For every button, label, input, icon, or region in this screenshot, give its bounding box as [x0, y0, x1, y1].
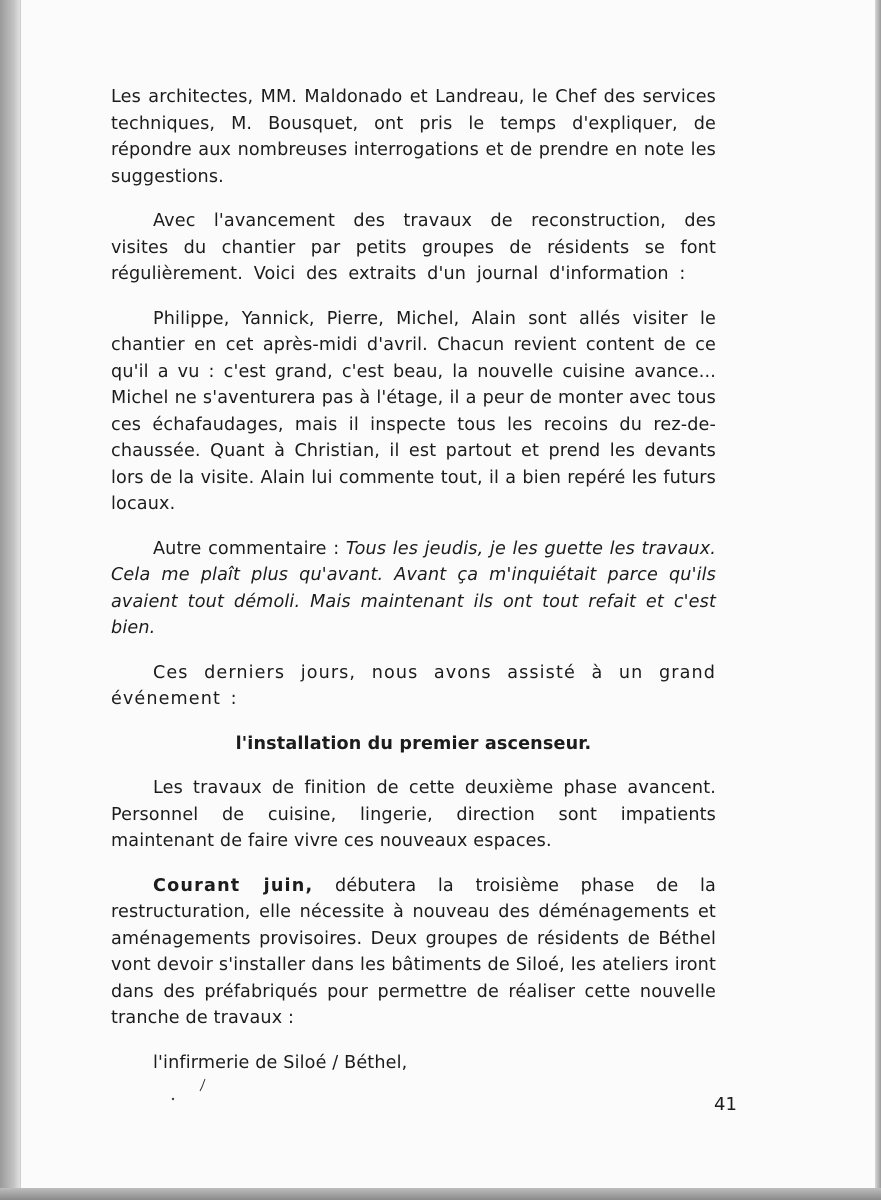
body-text: [111, 84, 716, 1094]
dot-mark: [171, 1096, 175, 1102]
paragraph-finishing: Les travaux de finition de cette deuxième phase avancent. Personnel de cuisine, lingerie, direction sont impatients maintenant de faire vivre ces nouveaux espaces.: [111, 778, 716, 851]
third-phase-text: débutera la troisième phase de la restructuration, elle nécessite à nouveau des déménagements et aménagements provisoires. Deux groupes de résidents de Béthel vont devoir s'installer dans les bâtiments de Siloé, les ateliers iront dans des préfabriqués pour permettre de réaliser cette nouvelle tranche de travaux :: [111, 875, 716, 1028]
elevator-headline: l'installation du premier ascenseur.: [235, 733, 592, 754]
paragraph-architects: Les architectes, MM. Maldonado et Landreau, le Chef des services techniques, M. Bousquet, ont pris le temps d'expliquer, de répondre aux nombreuses interrogations et de prendre en note les suggestions.: [111, 87, 716, 187]
paragraph-infirmary: l'infirmerie de Siloé / Béthel,: [153, 1052, 408, 1073]
paragraph-third-phase: [111, 873, 716, 1032]
paragraph-event: Ces derniers jours, nous avons assisté à un grand événement :: [111, 662, 716, 709]
comment-lead: Autre commentaire :: [153, 538, 346, 559]
comment-quote: Tous les jeudis, je les guette les travaux. Cela me plaît plus qu'avant. Avant ça m'inquiétait parce qu'ils avaient tout démoli. Mais maintenant ils ont tout refait et c'est bien.: [111, 538, 717, 638]
third-phase-lead: Courant juin,: [153, 875, 314, 896]
paragraph-visits: Avec l'avancement des travaux de reconstruction, des visites du chantier par petits groupes de résidents se font régulièrement. Voici des extraits d'un journal d'information :: [111, 211, 716, 284]
paragraph-journal-extract: Philippe, Yannick, Pierre, Michel, Alain sont allés visiter le chantier en cet après-midi d'avril. Chacun revient content de ce qu'il a vu : c'est grand, c'est beau, la nouvelle cuisine avance... Michel ne s'aventurera pas à l'étage, il a peur de monter avec tous ces échafaudages, mais il inspecte tous les recoins du rez-de-chaussée. Quant à Christian, il est partout et prend les devants lors de la visite. Alain lui commente tout, il a bien repéré les futurs locaux.: [111, 308, 716, 514]
page-bottom-edge: [0, 1188, 881, 1200]
paragraph-comment: [111, 536, 716, 642]
page-right-edge: [875, 0, 881, 1200]
book-gutter: [0, 0, 20, 1200]
pen-mark: [199, 1078, 207, 1092]
page-number: 41: [714, 1094, 737, 1115]
